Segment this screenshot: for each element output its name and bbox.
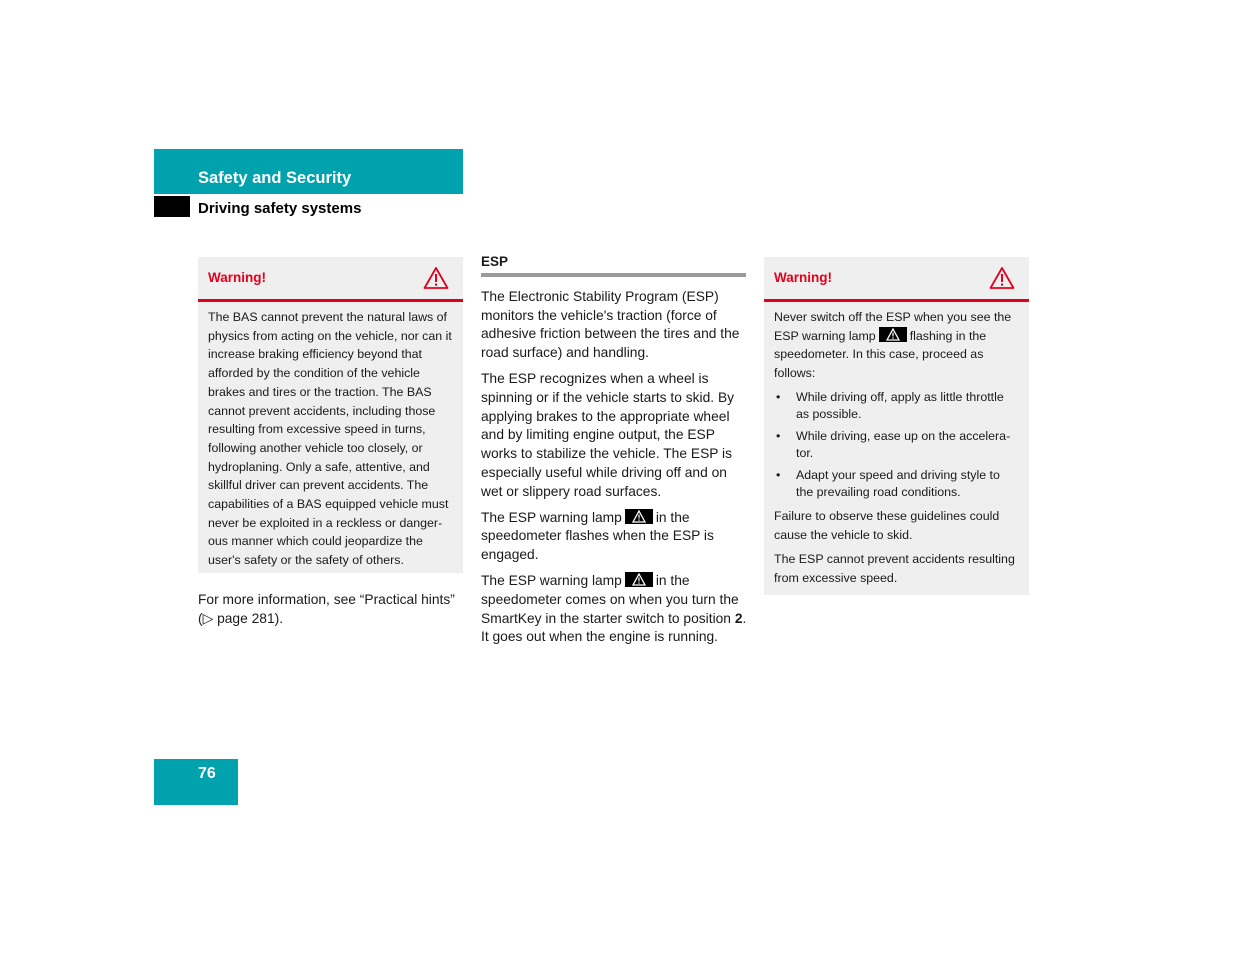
list-item: • While driving off, apply as little throttle as possible.: [774, 389, 1019, 423]
esp-heading: ESP: [481, 254, 746, 277]
esp-paragraph-4: [481, 572, 749, 647]
right-warning-box: [764, 257, 1029, 595]
subsection-marker: [154, 196, 190, 217]
warning-header: [764, 257, 1029, 302]
warning-intro: [774, 308, 1019, 383]
warning-consequence: Failure to observe these guidelines could cause the vehicle to skid.: [774, 508, 1000, 542]
warning-title: Warning!: [208, 270, 266, 285]
esp-paragraph-4-start: The ESP warning lamp: [481, 573, 622, 589]
subsection-title: Driving safety systems: [198, 200, 362, 217]
page-ref-link[interactable]: page 281).: [213, 610, 284, 626]
list-item: • Adapt your speed and driving style to the prevailing road conditions.: [774, 467, 1019, 501]
list-item: • While driving, ease up on the accelera-tor.: [774, 428, 1019, 462]
page-number: 76: [198, 765, 216, 782]
esp-paragraph-1: The Electronic Stability Program (ESP) monitors the vehicle's traction (force of adhesive friction between the tires and the road surface) and handling.: [481, 289, 740, 361]
section-title: Safety and Security: [198, 169, 352, 187]
esp-paragraph-2: The ESP recognizes when a wheel is spinning or if the vehicle starts to skid. By applying brakes to the appropriate wheel and by limiting engine output, the ESP works to stabilize the vehicle. The ESP is especially useful while driving off and on wet or slippery road surfaces.: [481, 371, 735, 499]
esp-paragraph-3: [481, 509, 749, 565]
page-number-box: [154, 759, 238, 805]
warning-bullet-list: [774, 389, 1019, 501]
warning-triangle-icon: [989, 266, 1015, 290]
position-number: 2: [734, 610, 743, 626]
esp-paragraph-4-middle: in the speedometer comes on when you turn the SmartKey in the starter switch to position: [481, 573, 739, 626]
warning-intro-start: Never switch off the ESP when you see the ESP warning lamp: [774, 310, 1012, 343]
warning-triangle-icon: [423, 266, 449, 290]
warning-header: [198, 257, 463, 302]
esp-warning-lamp-icon: [625, 572, 653, 587]
more-info-paragraph: [198, 591, 468, 636]
esp-paragraph-3-start: The ESP warning lamp: [481, 509, 622, 525]
more-info-text: For more information, see “Practical hints” (: [198, 592, 455, 626]
esp-paragraph-4-end: . It goes out when the engine is running.: [481, 610, 747, 645]
left-warning-box: [198, 257, 463, 573]
warning-intro-end: flashing in the speedometer. In this case, proceed as follows:: [774, 328, 987, 381]
esp-content: [481, 288, 749, 655]
esp-warning-lamp-icon: [879, 327, 907, 342]
warning-title: Warning!: [774, 270, 832, 285]
esp-paragraph-3-end: in the speedometer flashes when the ESP is engaged.: [481, 509, 714, 563]
esp-warning-lamp-icon: [625, 509, 653, 524]
warning-text: The BAS cannot prevent the natural laws of physics from acting on the vehicle, nor can it increase braking efficiency beyond that afforded by the condition of the vehicle brakes and tires or the traction. The BAS cannot prevent accidents, including those resulting from excessive speed in turns, following another vehicle too closely, or hydroplaning. Only a safe, attentive, and skillful driver can prevent accidents. The capabilities of a BAS equipped vehicle must never be exploited in a reckless or danger-ous manner which could jeopardize the user's safety or the safety of others.: [208, 310, 452, 568]
warning-limitation: The ESP cannot prevent accidents resulting from excessive speed.: [774, 552, 1015, 585]
page-ref-arrow-icon: ▷: [202, 610, 214, 626]
